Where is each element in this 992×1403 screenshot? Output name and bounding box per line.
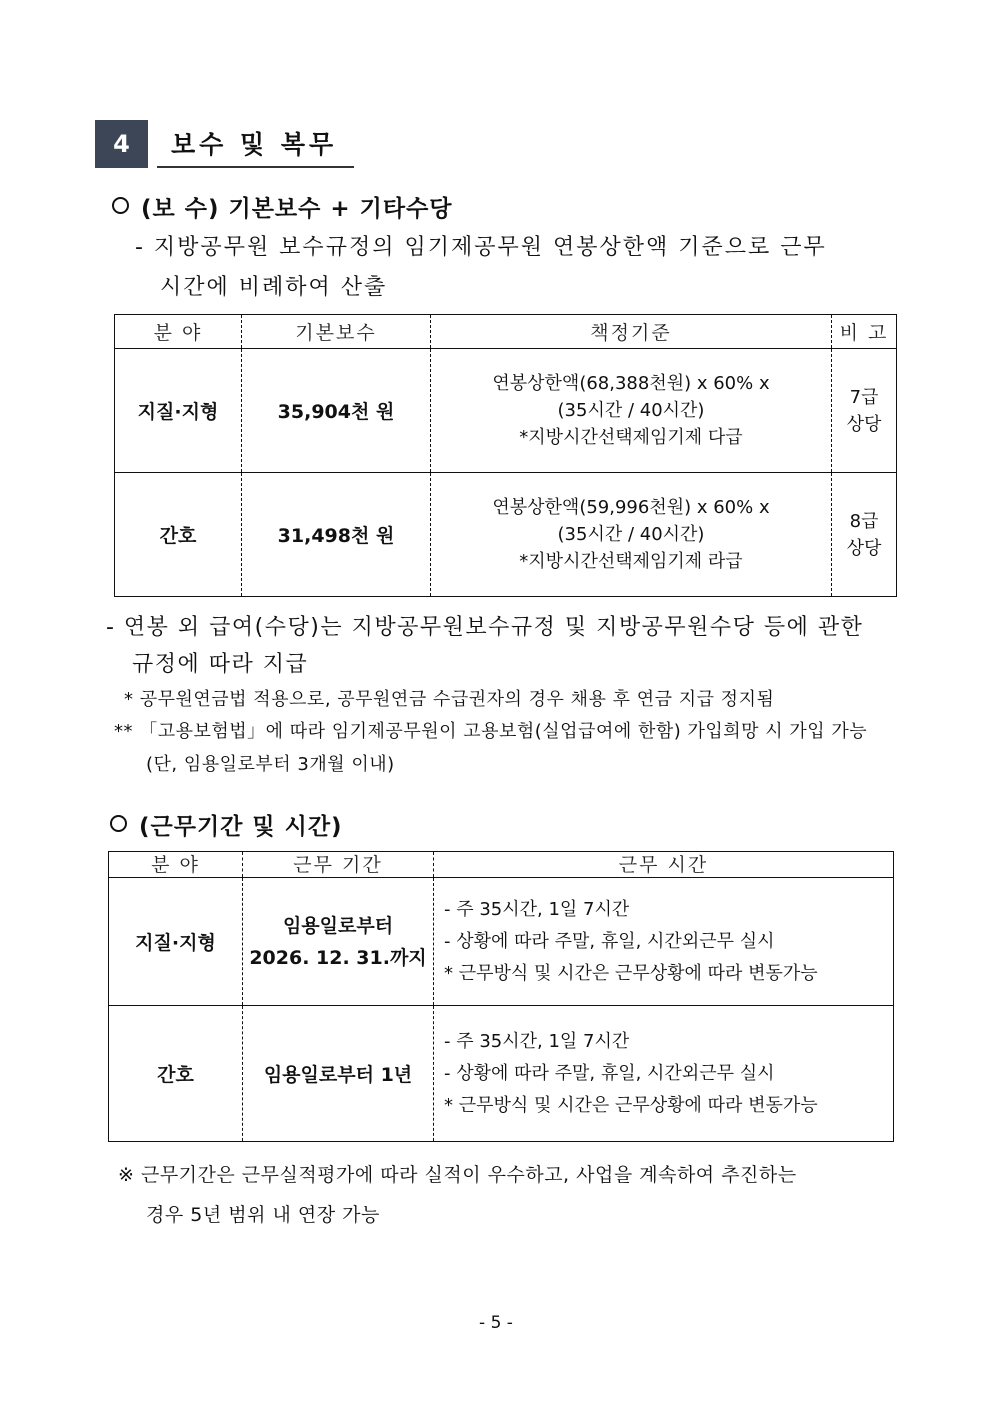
table-row <box>109 878 894 1006</box>
field-cell: 지질·지형 <box>109 878 243 1006</box>
pay-table-header-row <box>115 315 897 349</box>
criteria-cell <box>431 473 832 597</box>
circle-bullet-icon <box>112 197 129 214</box>
table-row <box>115 349 897 473</box>
header-period: 근무 기간 <box>243 852 434 878</box>
note-line: 상당 <box>846 413 882 435</box>
criteria-line: 연봉상한액(68,388천원) x 60% x <box>492 373 770 394</box>
criteria-line: 연봉상한액(59,996천원) x 60% x <box>492 497 770 518</box>
insurance-note: ** 「고용보험법」에 따라 임기제공무원이 고용보험(실업급여에 한함) 가입희망 시 가입 가능 <box>114 721 868 742</box>
header-base-pay: 기본보수 <box>242 315 431 349</box>
pension-note: * 공무원연금법 적용으로, 공무원연금 수급권자의 경우 채용 후 연금 지급 정지됨 <box>124 689 775 710</box>
period-cell <box>243 878 434 1006</box>
section-title: 보수 및 복무 <box>157 120 354 168</box>
extension-remark-1: ※ 근무기간은 근무실적평가에 따라 실적이 우수하고, 사업을 계속하여 추진하는 <box>118 1164 797 1186</box>
hours-line: - 상황에 따라 주말, 휴일, 시간외근무 실시 <box>444 930 775 952</box>
work-table <box>108 851 894 1142</box>
table-row <box>109 1006 894 1142</box>
hours-line: - 주 35시간, 1일 7시간 <box>444 1030 630 1052</box>
work-table-header-row <box>109 852 894 878</box>
base-pay-cell: 31,498천 원 <box>242 473 431 597</box>
field-cell: 간호 <box>109 1006 243 1142</box>
pay-heading <box>112 190 453 223</box>
criteria-line: (35시간 / 40시간) <box>557 400 705 421</box>
work-heading-text: (근무기간 및 시간) <box>139 814 343 840</box>
hours-line: * 근무방식 및 시간은 근무상황에 따라 변동가능 <box>444 1094 818 1116</box>
page-number: - 5 - <box>479 1313 513 1333</box>
extra-pay-line-2: 규정에 따라 지급 <box>132 652 309 677</box>
pay-line-1: - 지방공무원 보수규정의 임기제공무원 연봉상한액 기준으로 근무 <box>135 235 827 260</box>
criteria-cell <box>431 349 832 473</box>
insurance-note-cont: (단, 임용일로부터 3개월 이내) <box>146 754 395 775</box>
header-note: 비 고 <box>832 315 897 349</box>
note-line: 상당 <box>846 537 882 559</box>
work-heading <box>110 808 343 841</box>
hours-cell <box>434 878 894 1006</box>
pay-table <box>114 314 897 597</box>
header-hours: 근무 시간 <box>434 852 894 878</box>
period-line: 임용일로부터 1년 <box>263 1064 413 1086</box>
section-number: 4 <box>95 120 148 168</box>
note-line: 8급 <box>849 510 879 532</box>
field-cell: 지질·지형 <box>115 349 242 473</box>
criteria-line: (35시간 / 40시간) <box>557 524 705 545</box>
note-cell <box>832 473 897 597</box>
header-criteria: 책정기준 <box>431 315 832 349</box>
hours-line: - 주 35시간, 1일 7시간 <box>444 898 630 920</box>
base-pay-cell: 35,904천 원 <box>242 349 431 473</box>
note-cell <box>832 349 897 473</box>
hours-line: * 근무방식 및 시간은 근무상황에 따라 변동가능 <box>444 962 818 984</box>
period-cell <box>243 1006 434 1142</box>
extension-remark-2: 경우 5년 범위 내 연장 가능 <box>146 1204 380 1226</box>
note-line: 7급 <box>849 386 879 408</box>
pay-heading-text: (보 수) 기본보수 + 기타수당 <box>141 196 453 222</box>
header-field: 분 야 <box>109 852 243 878</box>
hours-line: - 상황에 따라 주말, 휴일, 시간외근무 실시 <box>444 1062 775 1084</box>
extra-pay-line-1: - 연봉 외 급여(수당)는 지방공무원보수규정 및 지방공무원수당 등에 관한 <box>106 615 864 640</box>
period-line: 2026. 12. 31.까지 <box>249 946 427 969</box>
header-field: 분 야 <box>115 315 242 349</box>
period-line: 임용일로부터 <box>282 914 394 937</box>
criteria-line: *지방시간선택제임기제 다급 <box>519 427 743 448</box>
table-row <box>115 473 897 597</box>
pay-line-2: 시간에 비례하여 산출 <box>160 275 388 300</box>
criteria-line: *지방시간선택제임기제 라급 <box>519 551 743 572</box>
hours-cell <box>434 1006 894 1142</box>
circle-bullet-icon <box>110 815 127 832</box>
field-cell: 간호 <box>115 473 242 597</box>
